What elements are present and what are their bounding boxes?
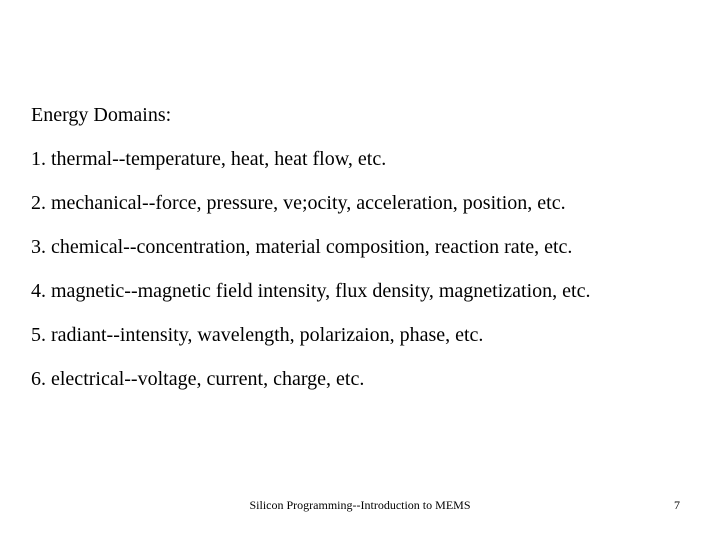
- list-item-chemical: 3. chemical--concentration, material composition, reaction rate, etc.: [31, 236, 573, 258]
- list-item-radiant: 5. radiant--intensity, wavelength, polarizaion, phase, etc.: [31, 324, 484, 346]
- list-item-magnetic: 4. magnetic--magnetic field intensity, flux density, magnetization, etc.: [31, 280, 591, 302]
- slide-body: [31, 103, 681, 411]
- list-item-mechanical: 2. mechanical--force, pressure, ve;ocity, acceleration, position, etc.: [31, 192, 566, 214]
- footer-title: Silicon Programming--Introduction to MEMS: [249, 498, 471, 512]
- list-item-electrical: 6. electrical--voltage, current, charge, etc.: [31, 368, 365, 390]
- slide-heading: Energy Domains:: [31, 104, 172, 126]
- page-number: 7: [674, 498, 680, 512]
- list-item-thermal: 1. thermal--temperature, heat, heat flow, etc.: [31, 148, 387, 170]
